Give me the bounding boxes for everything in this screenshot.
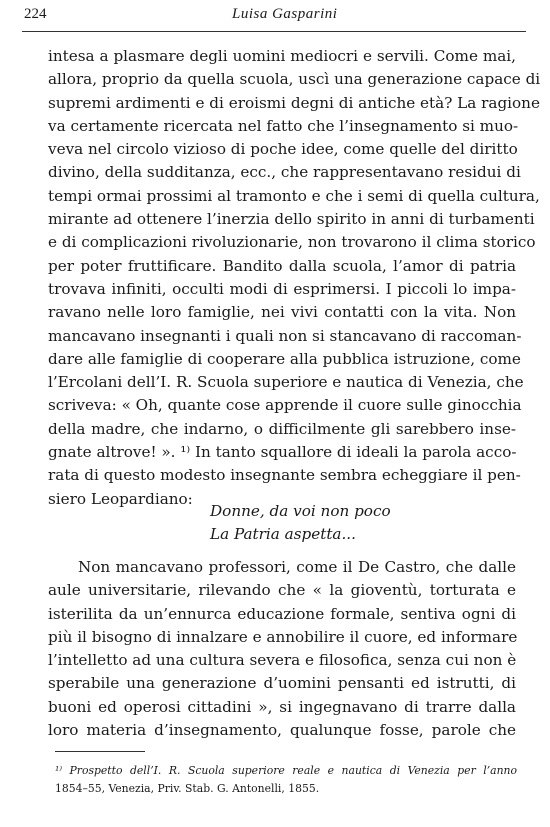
paragraph-1: [48, 45, 541, 511]
text-line: divino, della sudditanza, ecc., che rappresentavano residui di: [48, 163, 521, 182]
text-line: mirante ad ottenere l’inerzia dello spirito in anni di turbamenti: [48, 210, 535, 229]
text-line: veva nel circolo vizioso di poche idee, come quelle del diritto: [48, 140, 518, 159]
text-line: loro materia d’insegnamento, qualunque fosse, parole che: [48, 721, 516, 740]
running-head: Luisa Gasparini: [232, 6, 338, 22]
header-rule: [22, 31, 526, 32]
footnote-line: 1854–55, Venezia, Priv. Stab. G. Antonelli, 1855.: [55, 782, 320, 795]
text-line: isterilita da un’ennurca educazione formale, sentiva ogni di: [48, 604, 516, 623]
verse-line: Donne, da voi non poco: [210, 502, 391, 520]
text-line: scriveva: « Oh, quante cose apprende il cuore sulle ginocchia: [48, 396, 522, 415]
footnote: [55, 762, 517, 798]
text-line: buoni ed operosi cittadini », si ingegnavano di trarre dalla: [48, 697, 516, 716]
text-line: va certamente ricercata nel fatto che l’insegnamento si muo-: [48, 116, 519, 135]
text-line: per poter fruttificare. Bandito dalla scuola, l’amor di patria: [48, 256, 516, 275]
paragraph-2: [48, 556, 516, 742]
text-line: l’intelletto ad una cultura severa e filosofica, senza cui non è: [48, 651, 517, 670]
text-line: gnate altrove! ». ¹⁾ In tanto squallore di ideali la parola acco-: [48, 443, 517, 462]
page-number: 224: [24, 6, 47, 22]
text-line: aule universitarie, rilevando che « la gioventù, torturata e: [48, 581, 516, 600]
text-line: dare alle famiglie di cooperare alla pubblica istruzione, come: [48, 349, 521, 368]
verse-line: La Patria aspetta...: [210, 525, 356, 544]
text-line: allora, proprio da quella scuola, uscì una generazione capace di: [48, 70, 541, 89]
text-line: l’Ercolani dell’I. R. Scuola superiore e nautica di Venezia, che: [48, 373, 524, 392]
text-line: tempi ormai prossimi al tramonto e che i semi di quella cultura,: [48, 186, 540, 205]
text-line: intesa a plasmare degli uomini mediocri e servili. Come mai,: [48, 47, 516, 65]
text-line: trovava infiniti, occulti modi di esprimersi. I piccoli lo impa-: [48, 279, 516, 298]
text-line: sperabile una generazione d’uomini pensanti ed istrutti, di: [48, 674, 516, 693]
text-line: più il bisogno di innalzare e annobilire il cuore, ed informare: [48, 627, 518, 646]
text-line: e di complicazioni rivoluzionarie, non trovarono il clima storico: [48, 233, 536, 252]
text-line: supremi ardimenti e di eroismi degni di antiche età? La ragione: [48, 93, 540, 112]
text-line: siero Leopardiano:: [48, 489, 193, 508]
text-line: mancavano insegnanti i quali non si stancavano di raccoman-: [48, 326, 522, 345]
verse-quote: [210, 500, 510, 547]
page-header: [22, 6, 527, 28]
text-line: della madre, che indarno, o difficilmente gli sarebbero inse-: [48, 419, 516, 438]
footnote-line: ¹⁾ Prospetto dell’I. R. Scuola superiore reale e nautica di Venezia per l’anno: [55, 764, 517, 777]
text-line: ravano nelle loro famiglie, nei vivi contatti con la vita. Non: [48, 303, 516, 322]
text-line: Non mancavano professori, come il De Castro, che dalle: [78, 558, 516, 576]
text-line: rata di questo modesto insegnante sembra echeggiare il pen-: [48, 466, 521, 485]
footnote-rule: [55, 751, 145, 752]
